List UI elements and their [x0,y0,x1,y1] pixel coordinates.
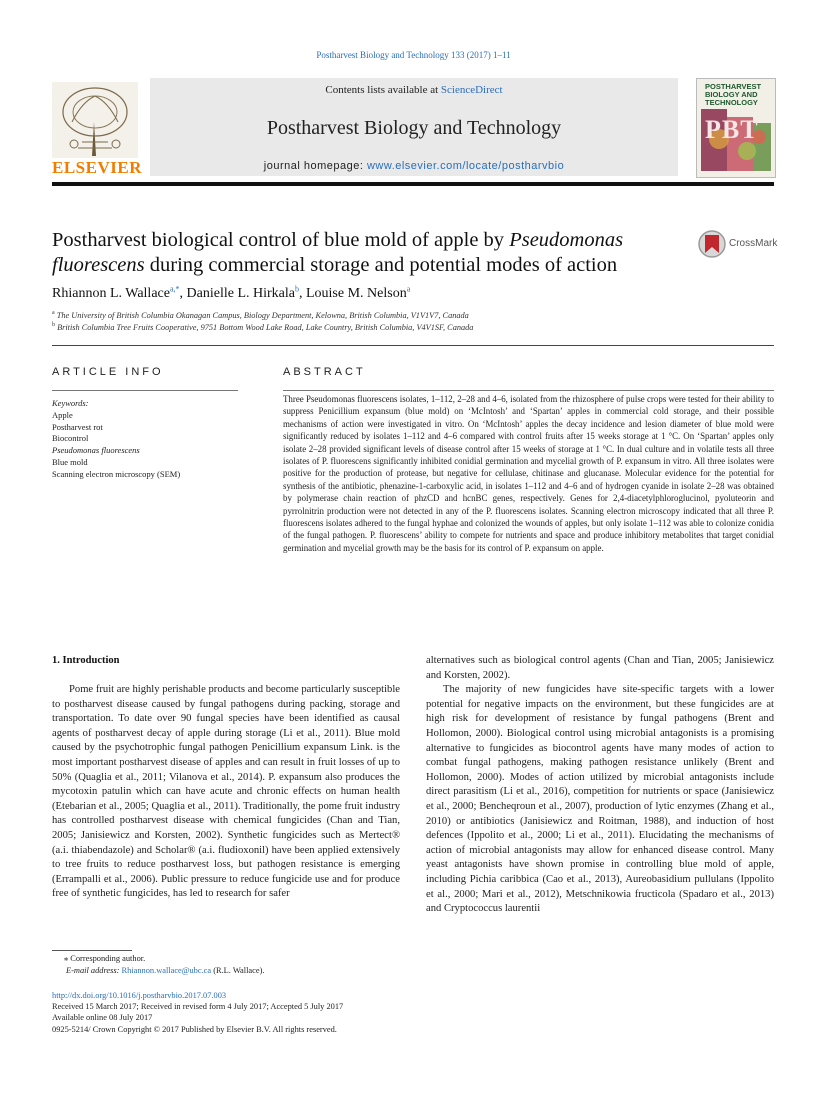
author-1-sup[interactable]: a,* [169,284,180,293]
abstract-rule [283,390,774,391]
keywords-block [52,398,238,481]
keyword: Pseudomonas fluorescens [52,445,140,456]
homepage-line [150,160,678,172]
online-date: Available online 08 July 2017 [52,1013,153,1023]
article-info-heading: ARTICLE INFO [52,366,164,378]
intro-paragraph: Pome fruit are highly perishable products and become particularly susceptible to postharvest disease caused by fungal pathogens during packing, storage and transportation. To date over 90 fungal species have been identified as causal agents of postharvest decay of apple during storage (Li et al., 2011). Blue mold caused by the psychotrophic fungal pathogen Penicillium expansum Link. is the most important postharvest disease of apples and can result in fruit losses of up to 50% (Quaglia et al., 2011; Vilanova et al., 2014). P. expansum also produces the mycotoxin patulin which can have acute and chronic effects on human health (Etebarian et al., 2005; Quaglia et al., 2011). Traditionally, the pome fruit industry has controlled postharvest disease with chemical fungicides (Chan and Tian, 2005; Janisiewicz and Korsten, 2002). Synthetic fungicides such as Mertect® (a.i. thiabendazole) and Scholar® (a.i. fludioxonil) have been applied extensively to tree fruits to reduce postharvest loss, but pathogen resistance is emerging (Errampalli et al., 2006). Public pressure to reduce fungicide use and for produce free of synthetic fungicides, has led to research for safer [52,684,400,900]
crossmark-label: CrossMark [729,238,778,249]
title-text-1: Postharvest biological control of blue mold of apple by [52,229,510,251]
article-info-rule [52,390,238,391]
contents-line [150,84,678,96]
author-3-sup[interactable]: a [406,284,411,293]
cover-letters: PBT [705,115,759,144]
copyright: 0925-5214/ Crown Copyright © 2017 Published by Elsevier B.V. All rights reserved. [52,1024,337,1034]
introduction-heading: 1. Introduction [52,655,120,666]
contents-prefix: Contents lists available at [325,84,441,96]
journal-cover[interactable] [696,78,776,178]
author-2: Danielle L. Hirkala$^b$, [186,284,306,301]
affiliation-b: $^b$ British Columbia Tree Fruits Cooperative, 9751 Bottom Wood Lake Road, Lake Country, British Columbia, V4V1SF, Canada [52,322,474,332]
doi-link[interactable]: http://dx.doi.org/10.1016/j.postharvbio.2017.07.003 [52,991,227,1000]
header-rule [52,182,774,186]
title-text-2: during commercial storage and potential modes of action [144,254,618,276]
corresponding-author-note: ⁎ Corresponding author. [64,954,146,963]
keyword: Apple [52,409,73,420]
author-3: Louise M. Nelson$^a$ [305,284,411,301]
abstract-heading: ABSTRACT [283,366,366,378]
keyword: Blue mold [52,456,88,467]
author-list [52,284,410,302]
keyword: Biocontrol [52,433,89,444]
received-dates: Received 15 March 2017; Received in revised form 4 July 2017; Accepted 5 July 2017 [52,1002,344,1012]
homepage-prefix: journal homepage: [263,160,367,172]
article-title [52,228,652,278]
section-divider [52,345,774,346]
intro-column-1 [52,683,400,902]
footnote-rule [52,950,132,951]
journal-name: Postharvest Biology and Technology [266,117,562,139]
keywords-label: Keywords: [52,398,89,408]
cover-title: POSTHARVEST BIOLOGY AND TECHNOLOGY [705,82,762,107]
title-species: Pseudomonas fluorescens [52,229,624,276]
homepage-link[interactable]: www.elsevier.com/locate/postharvbio [366,160,565,172]
keyword: Scanning electron microscopy (SEM) [52,468,181,479]
elsevier-wordmark: ELSEVIER [52,158,142,177]
keyword: Postharvest rot [52,421,103,432]
email-link[interactable]: Rhiannon.wallace@ubc.ca [121,965,212,975]
crossmark-button[interactable] [697,229,777,259]
author-1: Rhiannon L. Wallace$^{a,*}$, [52,284,187,301]
footnotes [52,953,412,976]
email-note: E-mail address: Rhiannon.wallace@ubc.ca (R.L. Wallace). [66,965,265,975]
journal-reference[interactable]: Postharvest Biology and Technology 133 (2017) 1–11 [316,50,511,60]
publication-info [52,990,452,1035]
intro-paragraph: The majority of new fungicides have site-specific targets with a lower potential for negative impacts on the environment, but these fungicides are at high risk for development of resistance by fungal pathogens (Brent and Hollomon, 2000). Biological control using microbial antagonists is a promising alternative to fungicides as biocontrol agents have many modes of action to combat fungal pathogens, making pathogen resistance unlikely (Brent and Hollomon, 2000). Modes of action utilized by microbial antagonists include direct parasitism (Li et al., 2016), competition for nutrients or space (Janisiewicz et al., 2000; Bencheqroun et al., 2007), production of lytic enzymes (Zhang et al., 2010) or antibiotics (Janisiewicz and Roitman, 1988), and induction of host defences (Ippolito et al., 2000; Li et al., 2011). Elucidating the mechanisms of action of microbial antagonists may allow for enhanced disease control. Many yeast antagonists have shown promise in controlling blue mold of apple, including Pichia caribbica (Cao et al., 2013), Aureobasidium pullulans (Ippolito et al., 2000; Mari et al., 2012), Metschnikowia fructicola (Spadaro et al., 2013) and Cryptococcus laurentii [426,684,774,915]
intro-paragraph: alternatives such as biological control agents (Chan and Tian, 2005; Janisiewicz and Korsten, 2002). [426,655,774,681]
abstract-text: Three Pseudomonas fluorescens isolates, 1–112, 2–28 and 4–6, isolated from the rhizosphere of pulse crops were tested for their ability to suppress Penicillium expansum (blue mold) on ‘McIntosh’ and ‘Spartan’ apples in commercial cold storage, and their possible mechanisms of action were investigated in vitro. On ‘McIntosh’ apples the decay incidence and lesion diameter of blue mold were significantly reduced by isolates 1–112 and 4–6 compared with control fruits after 15 weeks storage at 1 °C. On ‘Spartan’ apples only isolate 2–28 provided significant levels of disease control after 15 weeks of storage at 1 °C. In dual culture and in volatile tests all three isolates of P. fluorescens significantly inhibited conidial germination and mycelial growth of P. expansum in vitro. All three isolates were positive for the production of protease, but negative for cellulase, chitinase and glucanase. Molecular evidence for the potential for synthesis of the antibiotic, phenazine-1-carboxylic acid, in isolates 1–112 and 4–6 and of hydrogen cyanide in isolate 2–28 was obtained by polymerase chain reaction of phzCD and hcnBC genes, respectively. Genes for 2,4-diacetylphloroglucinol, pyoluteorin and pyrrolnitrin production were not detected in any of the P. fluorescens isolates. Scanning electron microscopy indicated that all three P. fluorescens isolates adhered to the fungal hyphae and colonized the wounds of apples, but only isolate 1–112 was able to colonize conidia of the fungal pathogen. P. fluorescens’ ability to compete for nutrients and space and produce inhibitory metabolites that target conidial germination and mycelial growth may be the basis for its control of P. expansum on apple. [283,394,774,553]
sciencedirect-link[interactable]: ScienceDirect [440,84,503,96]
affiliation-a: $^a$ The University of British Columbia Okanagan Campus, Biology Department, Kelowna, British Columbia, V1V1V7, Canada [52,310,469,320]
crossmark-icon [697,229,727,259]
intro-column-2 [426,654,774,917]
author-2-sup[interactable]: b [294,284,299,293]
